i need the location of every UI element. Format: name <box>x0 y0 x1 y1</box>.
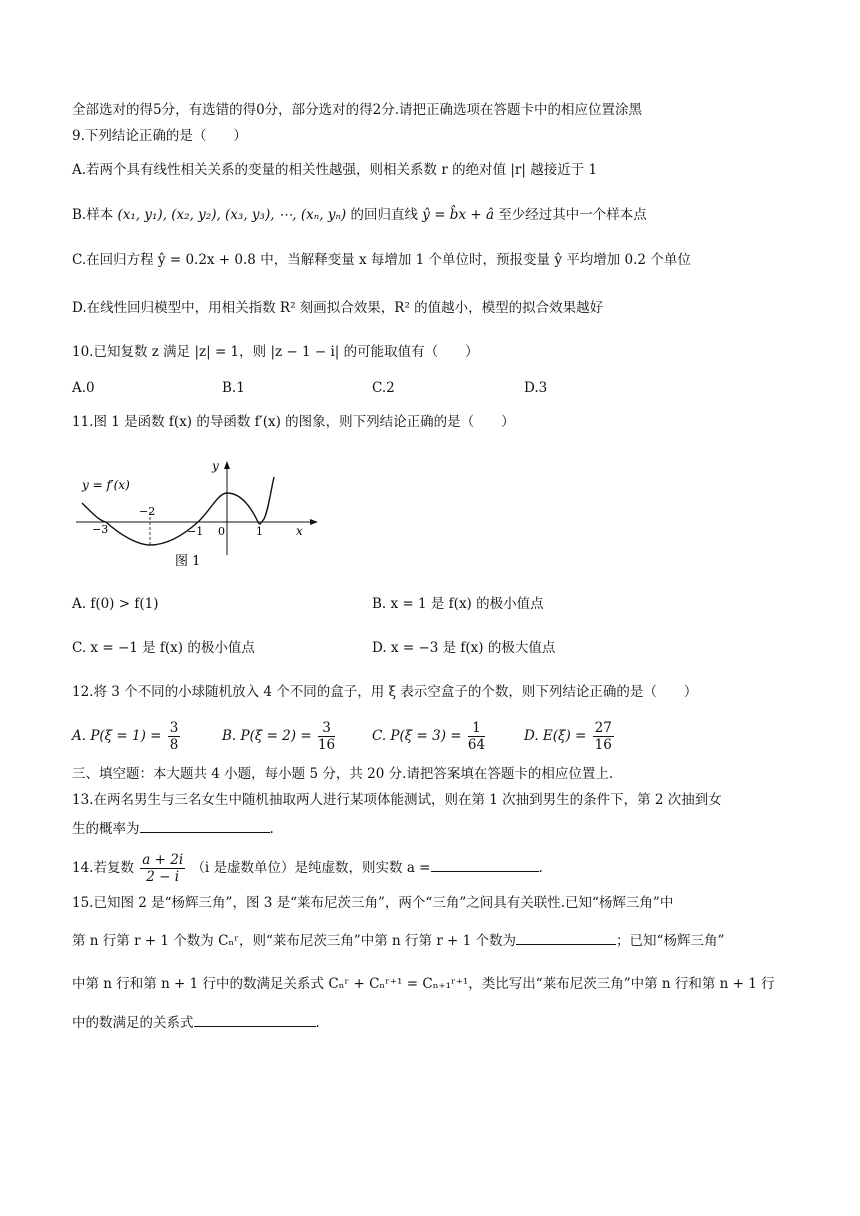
q12-a-expr: A. P(ξ = 1) = <box>72 728 162 744</box>
q15-answer-blank-2[interactable] <box>194 1012 316 1027</box>
tick-minus-3: −3 <box>92 523 109 536</box>
q12-option-c <box>372 720 487 753</box>
q13-line-1: 13.在两名男生与三名女生中随机抽取两人进行某项体能测试，则在第 1 次抽到男生的条件下，第 2 次抽到女 <box>72 792 722 808</box>
q9-b-prefix: B.样本 <box>72 207 114 223</box>
q12-option-a <box>72 720 182 753</box>
instruction-text: 全部选对的得5分，有选错的得0分，部分选对的得2分.请把正确选项在答题卡中的相应位置涂黑 <box>72 102 643 118</box>
q9-option-c: C.在回归方程 ŷ = 0.2x + 0.8 中，当解释变量 x 每增加 1 个单位时，预报变量 ŷ 平均增加 0.2 个单位 <box>72 252 691 268</box>
q11-option-b: B. x = 1 是 f(x) 的极小值点 <box>372 596 544 612</box>
q12-d-expr: D. E(ξ) = <box>524 728 587 744</box>
q10-option-d: D.3 <box>524 380 548 396</box>
q12-option-d <box>524 720 616 753</box>
tick-1: 1 <box>256 525 263 538</box>
q9-option-a: A.若两个具有线性相关关系的变量的相关性越强，则相关系数 r 的绝对值 |r| 越接近于 1 <box>72 162 598 178</box>
q14-text: （i 是虚数单位）是纯虚数，则实数 a = <box>191 860 431 876</box>
q15-end: . <box>315 1015 320 1031</box>
tick-minus-2: −2 <box>139 505 156 518</box>
q9-stem: 9.下列结论正确的是（ ） <box>72 128 247 144</box>
q15-answer-blank-1[interactable] <box>516 930 616 945</box>
q14-line <box>72 850 543 886</box>
q9-option-d: D.在线性回归模型中，用相关指数 R² 刻画拟合效果，R² 的值越小，模型的拟合效果越好 <box>72 300 604 316</box>
q15-line-1: 15.已知图 2 是“杨辉三角”，图 3 是“莱布尼茨三角”，两个“三角”之间具有关联性.已知“杨辉三角”中 <box>72 895 674 911</box>
q10-option-a: A.0 <box>72 380 95 396</box>
q13-answer-blank[interactable] <box>140 818 270 833</box>
q12-a-fraction: $\frac{3}{8}$ <box>169 720 179 753</box>
q11-option-d: D. x = −3 是 f(x) 的极大值点 <box>372 640 556 656</box>
figure-caption: 图 1 <box>175 554 201 569</box>
q9-b-middle: 的回归直线 <box>350 207 418 223</box>
q11-option-c: C. x = −1 是 f(x) 的极小值点 <box>72 640 255 656</box>
q9-option-b <box>72 205 647 225</box>
q15-line-3: 中第 n 行和第 n + 1 行中的数满足关系式 Cₙʳ + Cₙʳ⁺¹ = Cₙ₊₁ʳ⁺¹，类比写出“莱布尼茨三角”中第 n 行和第 n + 1 行 <box>72 976 775 992</box>
q12-c-fraction: $\frac{1}{64}$ <box>467 720 486 753</box>
q15-line-2 <box>72 930 724 951</box>
q15-line-4 <box>72 1012 320 1033</box>
y-axis-label: y <box>212 459 219 473</box>
q10-stem: 10.已知复数 z 满足 |z| = 1，则 |z − 1 − i| 的可能取值有（ ） <box>72 344 479 360</box>
q13-line-2 <box>72 818 274 839</box>
q15-line-2-suffix: ；已知“杨辉三角” <box>616 933 725 949</box>
x-axis-arrow <box>310 519 318 525</box>
q10-option-c: C.2 <box>372 380 395 396</box>
q12-d-fraction: $\frac{27}{16}$ <box>594 720 612 753</box>
q14-end: . <box>538 860 543 876</box>
q13-end: . <box>269 821 274 837</box>
q13-text: 生的概率为 <box>72 821 140 837</box>
q14-fraction: $\frac{a + 2i}{2 - i}$ <box>142 852 184 885</box>
x-axis-label: x <box>296 524 303 538</box>
section-3-heading: 三、填空题：本大题共 4 小题，每小题 5 分，共 20 分.请把答案填在答题卡的相应位置上. <box>72 766 614 782</box>
y-axis-arrow <box>224 461 230 469</box>
q10-option-b: B.1 <box>222 380 245 396</box>
tick-minus-1: −1 <box>187 525 204 538</box>
q14-prefix: 14.若复数 <box>72 860 134 876</box>
tick-zero: 0 <box>218 525 225 538</box>
q12-b-fraction: $\frac{3}{16}$ <box>317 720 336 753</box>
q11-option-a: A. f(0) > f(1) <box>72 596 159 612</box>
q11-figure <box>72 455 322 575</box>
q12-c-expr: C. P(ξ = 3) = <box>372 728 462 744</box>
q9-b-equation: ŷ = b̂x + â <box>422 207 494 223</box>
q14-answer-blank[interactable] <box>431 857 539 872</box>
q15-line-2-text: 第 n 行第 r + 1 个数为 Cₙʳ，则“莱布尼茨三角”中第 n 行第 r + 1 个数为 <box>72 933 517 949</box>
q12-b-expr: B. P(ξ = 2) = <box>222 728 312 744</box>
curve-label: y = f′(x) <box>82 478 130 492</box>
q11-stem: 11.图 1 是函数 f(x) 的导函数 f′(x) 的图象，则下列结论正确的是（ ） <box>72 414 515 430</box>
q9-b-suffix: 至少经过其中一个样本点 <box>498 207 647 223</box>
q15-line-4-text: 中的数满足的关系式 <box>72 1015 194 1031</box>
q12-stem: 12.将 3 个不同的小球随机放入 4 个不同的盒子，用 ξ 表示空盒子的个数，则下列结论正确的是（ ） <box>72 684 698 700</box>
q9-b-samples: (x₁, y₁), (x₂, y₂), (x₃, y₃), ⋯, (xₙ, yₙ) <box>117 207 347 223</box>
q12-option-b <box>222 720 337 753</box>
